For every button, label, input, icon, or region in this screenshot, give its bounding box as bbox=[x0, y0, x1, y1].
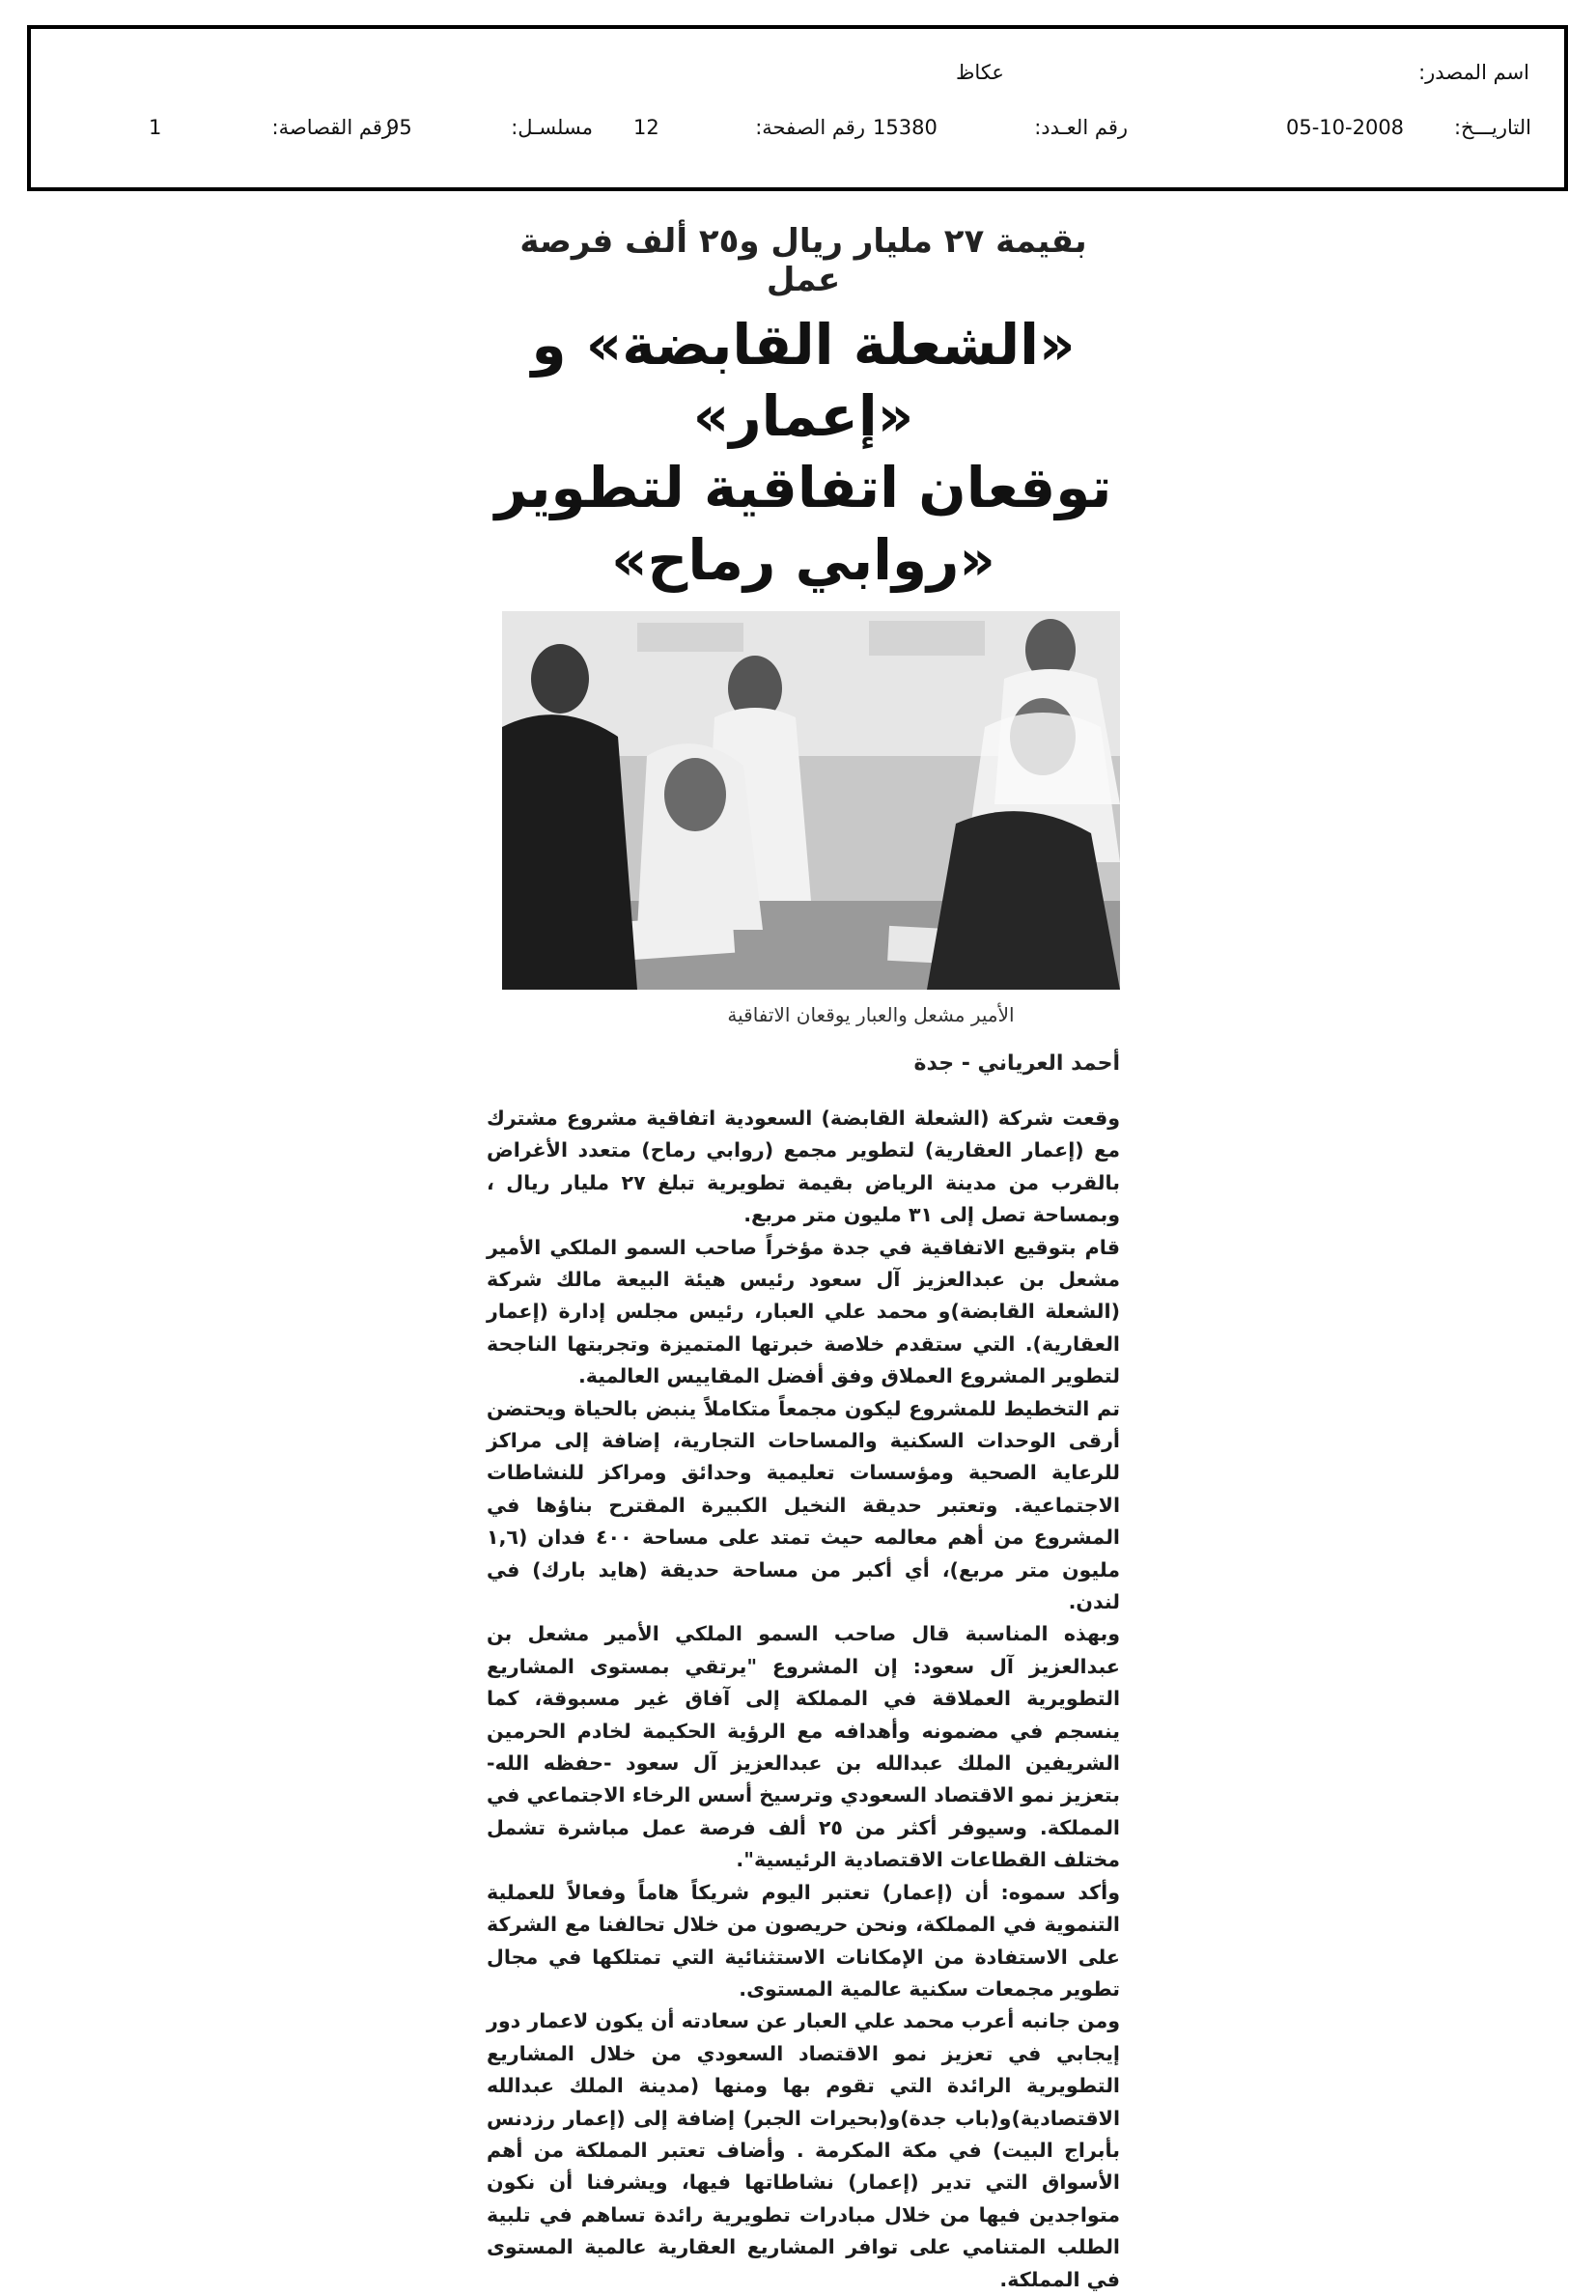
article-kicker: بقيمة ٢٧ مليار ريال و٢٥ ألف فرصة عمل bbox=[519, 222, 1087, 299]
article-paragraph: وأكد سموه: أن (إعمار) تعتبر اليوم شريكاً هاماً وفعالاً للعملية التنموية في المملكة، ونحن حريصون من خلال تحالفنا مع الشركة على الاستفادة من الإمكانات الاستثنائية التي تمتلكها في مجال تطوير مجمعات سكنية عالمية المستوى. bbox=[487, 1880, 1120, 2001]
source-value: عكاظ bbox=[956, 61, 1004, 84]
clipping-value: 1 bbox=[149, 116, 162, 139]
article bbox=[487, 214, 1120, 2291]
page-value: 12 bbox=[633, 116, 659, 139]
headline-line-2: توقعان اتفاقية لتطوير «روابي رماح» bbox=[494, 455, 1112, 593]
issue-label: رقم العـدد: bbox=[1034, 116, 1128, 139]
issue-value: 15380 bbox=[873, 116, 938, 139]
serial-label: مسلسـل: bbox=[511, 116, 593, 139]
page-label: رقم الصفحة: bbox=[755, 116, 865, 139]
article-headline bbox=[487, 309, 1120, 596]
signing-ceremony-photo bbox=[502, 611, 1120, 990]
article-paragraph: قام بتوقيع الاتفاقية في جدة مؤخراً صاحب السمو الملكي الأمير مشعل بن عبدالعزيز آل سعود رئيس هيئة البيعة مالك شركة (الشعلة القابضة)و محمد علي العبار، رئيس مجلس إدارة (إعمار العقارية). التي ستقدم خلاصة خبرتها المتميزة وتجربتها الناجحة لتطوير المشروع العملاق وفق أفضل المقاييس العالمية. bbox=[487, 1235, 1120, 1388]
article-paragraph: ومن جانبه أعرب محمد علي العبار عن سعادته أن يكون لاعمار دور إيجابي في تعزيز نمو الاقتصاد السعودي من خلال المشاريع التطويرية الرائدة التي تقوم بها ومنها (مدينة الملك عبدالله الاقتصادية)و(باب جدة)و(بحيرات الجبر) إضافة إلى (إعمار رزدنس بأبراج البيت) في مكة المكرمة . وأضاف تعتبر المملكة من أهم الأسواق التي تدير (إعمار) نشاطاتها فيها، ويشرفنا أن نكون متواجدين فيها من خلال مبادرات تطويرية رائدة تساهم في تلبية الطلب المتنامي على توافر المشاريع العقارية عالمية المستوى في المملكة. bbox=[487, 2009, 1120, 2291]
article-paragraph: وقعت شركة (الشعلة القابضة) السعودية اتفاقية مشروع مشترك مع (إعمار العقارية) لتطوير مجمع (روابي رماح) متعدد الأغراض بالقرب من مدينة الرياض بقيمة تطويرية تبلغ ٢٧ مليار ريال ، وبمساحة تصل إلى ٣١ مليون متر مربع. bbox=[487, 1106, 1120, 1227]
article-body bbox=[487, 1103, 1120, 2296]
date-label: التاريـــخ: bbox=[1453, 116, 1531, 139]
headline-line-1: «الشعلة القابضة» و «إعمار» bbox=[531, 312, 1076, 450]
photo-caption: الأمير مشعل والعبار يوقعان الاتفاقية bbox=[727, 1002, 1015, 1026]
clipping-label: رقم القصاصة: bbox=[271, 116, 392, 139]
article-paragraph: وبهذه المناسبة قال صاحب السمو الملكي الأمير مشعل بن عبدالعزيز آل سعود: إن المشروع "يرتقي بمستوى المشاريع التطويرية العملاقة في المملكة إلى آفاق غير مسبوقة، كما ينسجم في مضمونه وأهدافه مع الرؤية الحكيمة لخادم الحرمين الشريفين الملك عبدالله بن عبدالعزيز آل سعود -حفظه الله- بتعزيز نمو الاقتصاد السعودي وترسيخ أسس الرخاء الاجتماعي في المملكة. وسيوفر أكثر من ٢٥ ألف فرصة عمل مباشرة تشمل مختلف القطاعات الاقتصادية الرئيسية". bbox=[487, 1622, 1120, 1872]
date-value: 05-10-2008 bbox=[1286, 116, 1405, 139]
article-byline: أحمد العرياني - جدة bbox=[913, 1050, 1120, 1076]
clipping-header bbox=[27, 25, 1568, 191]
serial-value: 95 bbox=[386, 116, 412, 139]
article-photo bbox=[502, 611, 1120, 990]
article-paragraph: تم التخطيط للمشروع ليكون مجمعاً متكاملاً ينبض بالحياة ويحتضن أرقى الوحدات السكنية والمساحات التجارية، إضافة إلى مراكز للرعاية الصحية ومؤسسات تعليمية وحدائق ومراكز للنشاطات الاجتماعية. وتعتبر حديقة النخيل الكبيرة المقترح بناؤها في المشروع من أهم معالمه حيث تمتد على مساحة ٤٠٠ فدان (١,٦ مليون متر مربع)، أي أكبر من مساحة حديقة (هايد بارك) في لندن. bbox=[487, 1396, 1120, 1614]
source-label: اسم المصدر: bbox=[1418, 61, 1529, 84]
